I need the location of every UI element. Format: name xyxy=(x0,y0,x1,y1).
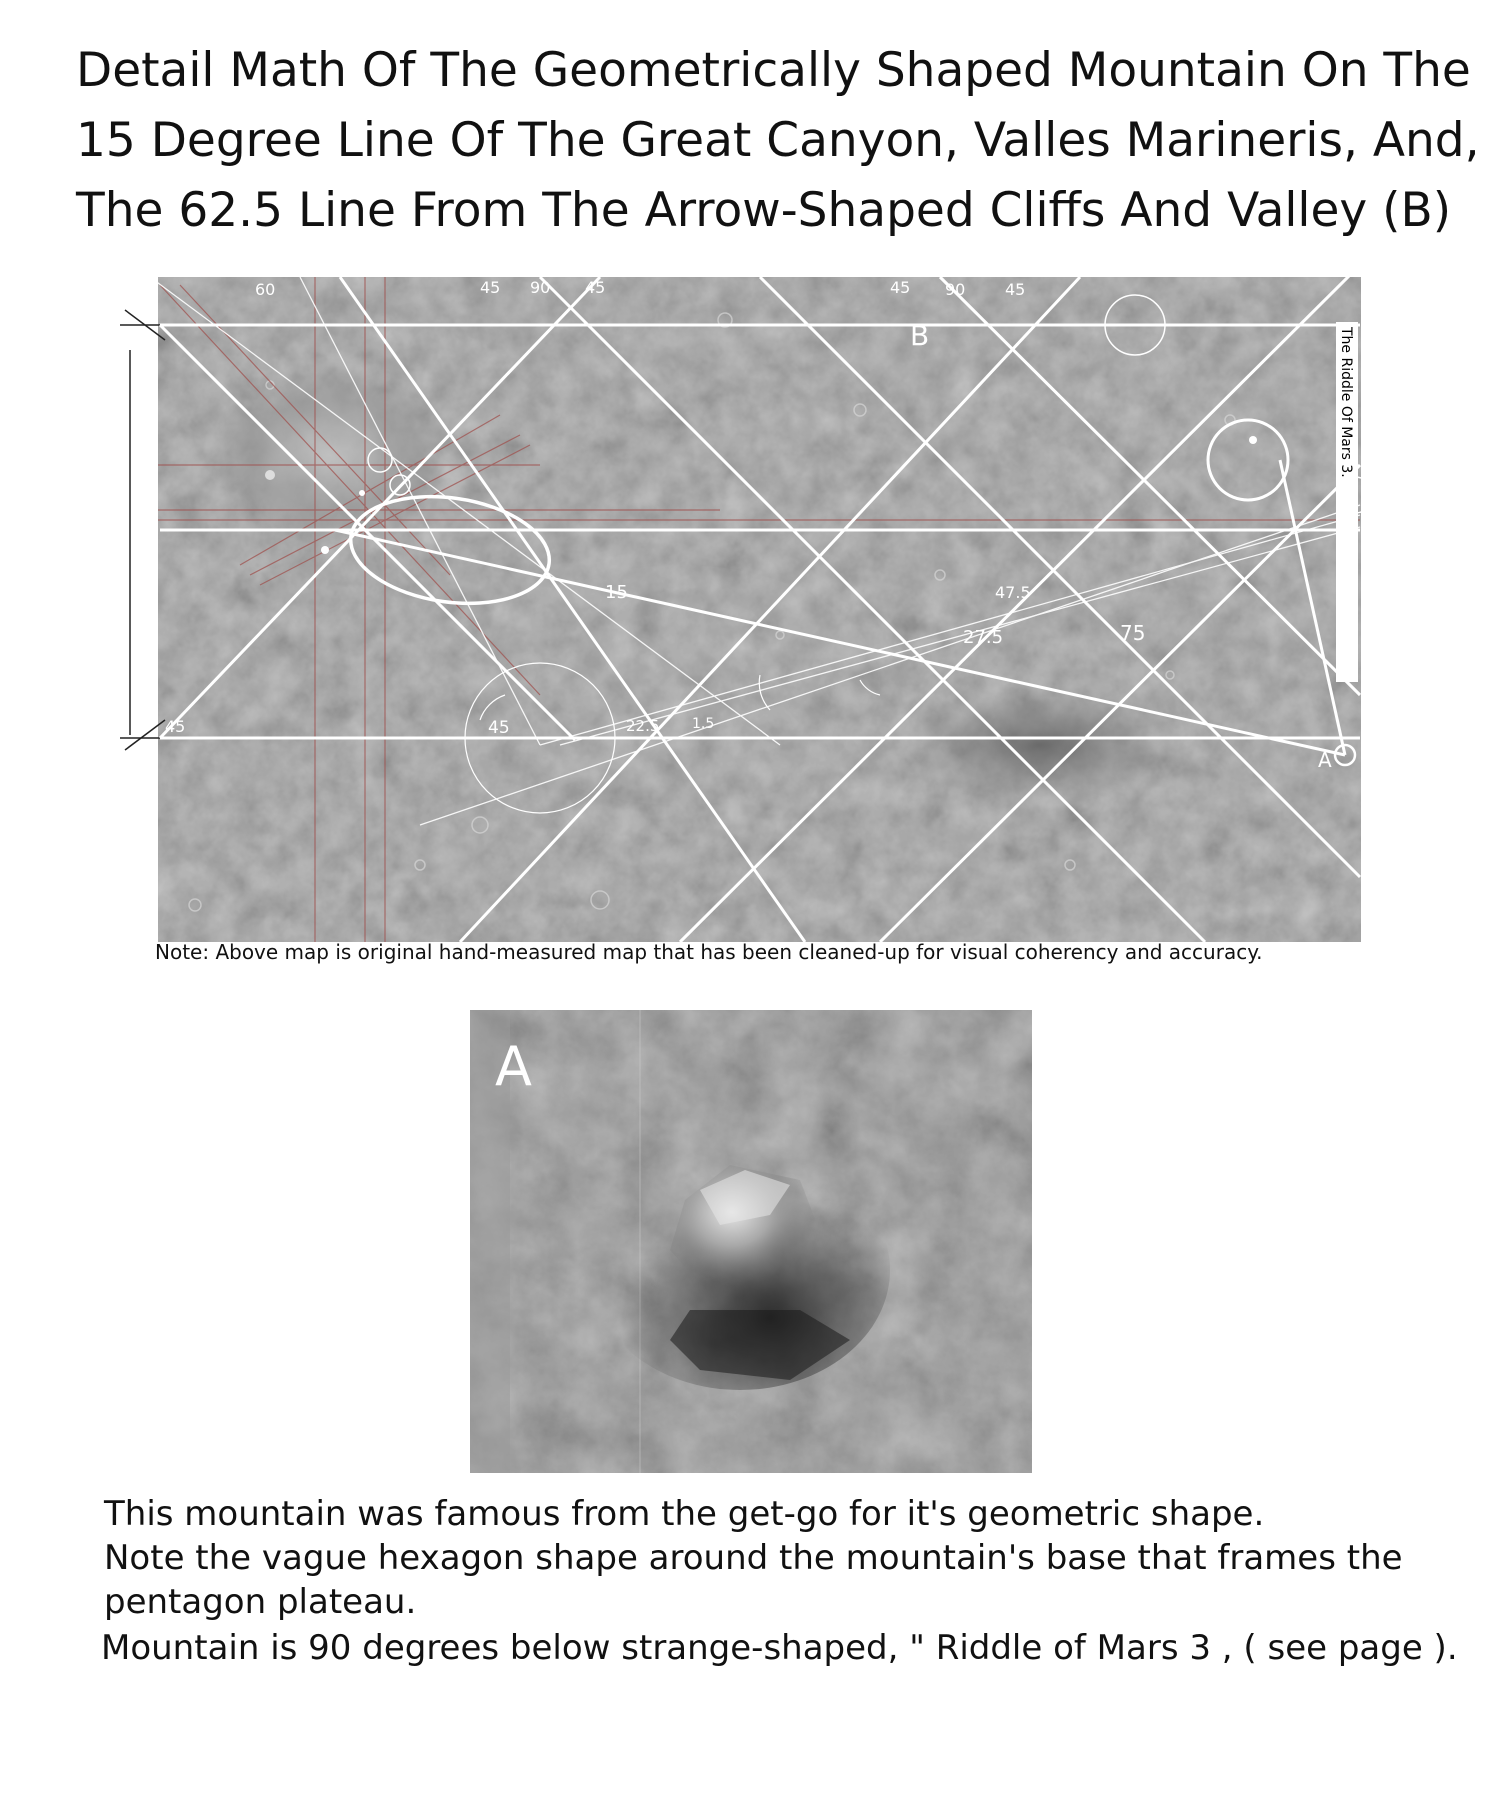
point-label-a: A xyxy=(1318,748,1332,772)
title-line-1: Detail Math Of The Geometrically Shaped Mountain On The xyxy=(76,43,1471,98)
light-plain xyxy=(480,565,880,805)
top-label-60: 60 xyxy=(255,280,276,299)
caption-line-1: This mountain was famous from the get-go for it's geometric shape. xyxy=(104,1494,1265,1534)
angle-label-47-5: 47.5 xyxy=(995,583,1031,602)
annotated-mars-map xyxy=(120,265,1365,945)
dark-basin xyxy=(900,685,1180,805)
mountain-photo-svg xyxy=(470,1010,1032,1473)
title-line-2: 15 Degree Line Of The Great Canyon, Valles Marineris, And, xyxy=(76,113,1480,168)
side-text: The Riddle Of Mars 3. xyxy=(1338,327,1354,478)
photo-label-a: A xyxy=(495,1035,532,1098)
angle-label-22-5: 22.5 xyxy=(626,717,660,735)
caption-line-2: Note the vague hexagon shape around the mountain's base that frames the xyxy=(104,1538,1403,1578)
top-label-45-c: 45 xyxy=(890,278,911,297)
angle-label-75: 75 xyxy=(1120,621,1146,645)
top-label-45-b: 45 xyxy=(585,278,606,297)
mountain-photo xyxy=(470,1010,1032,1473)
angle-label-45-left: 45 xyxy=(165,717,186,736)
top-label-90-a: 90 xyxy=(530,278,551,297)
caption-line-4: Mountain is 90 degrees below strange-shaped, " Riddle of Mars 3 , ( see page ). xyxy=(101,1628,1458,1668)
map-note: Note: Above map is original hand-measured map that has been cleaned-up for visual coherency and accuracy. xyxy=(155,940,1263,964)
point-label-b: B xyxy=(910,319,930,352)
top-label-90-b: 90 xyxy=(945,280,966,299)
map-svg xyxy=(120,265,1365,945)
top-label-45-a: 45 xyxy=(480,278,501,297)
angle-label-1-5: 1.5 xyxy=(692,716,715,732)
caption-line-3: pentagon plateau. xyxy=(104,1582,417,1622)
angle-label-27-5: 27.5 xyxy=(963,627,1004,648)
angle-label-45-bottom: 45 xyxy=(488,718,510,738)
title-line-3: The 62.5 Line From The Arrow-Shaped Cliffs And Valley (B) xyxy=(76,183,1452,238)
top-label-45-d: 45 xyxy=(1005,280,1026,299)
page-title xyxy=(76,36,1496,246)
caption xyxy=(101,1492,1484,1670)
angle-label-15: 15 xyxy=(605,582,628,603)
volcano-region xyxy=(210,365,450,545)
